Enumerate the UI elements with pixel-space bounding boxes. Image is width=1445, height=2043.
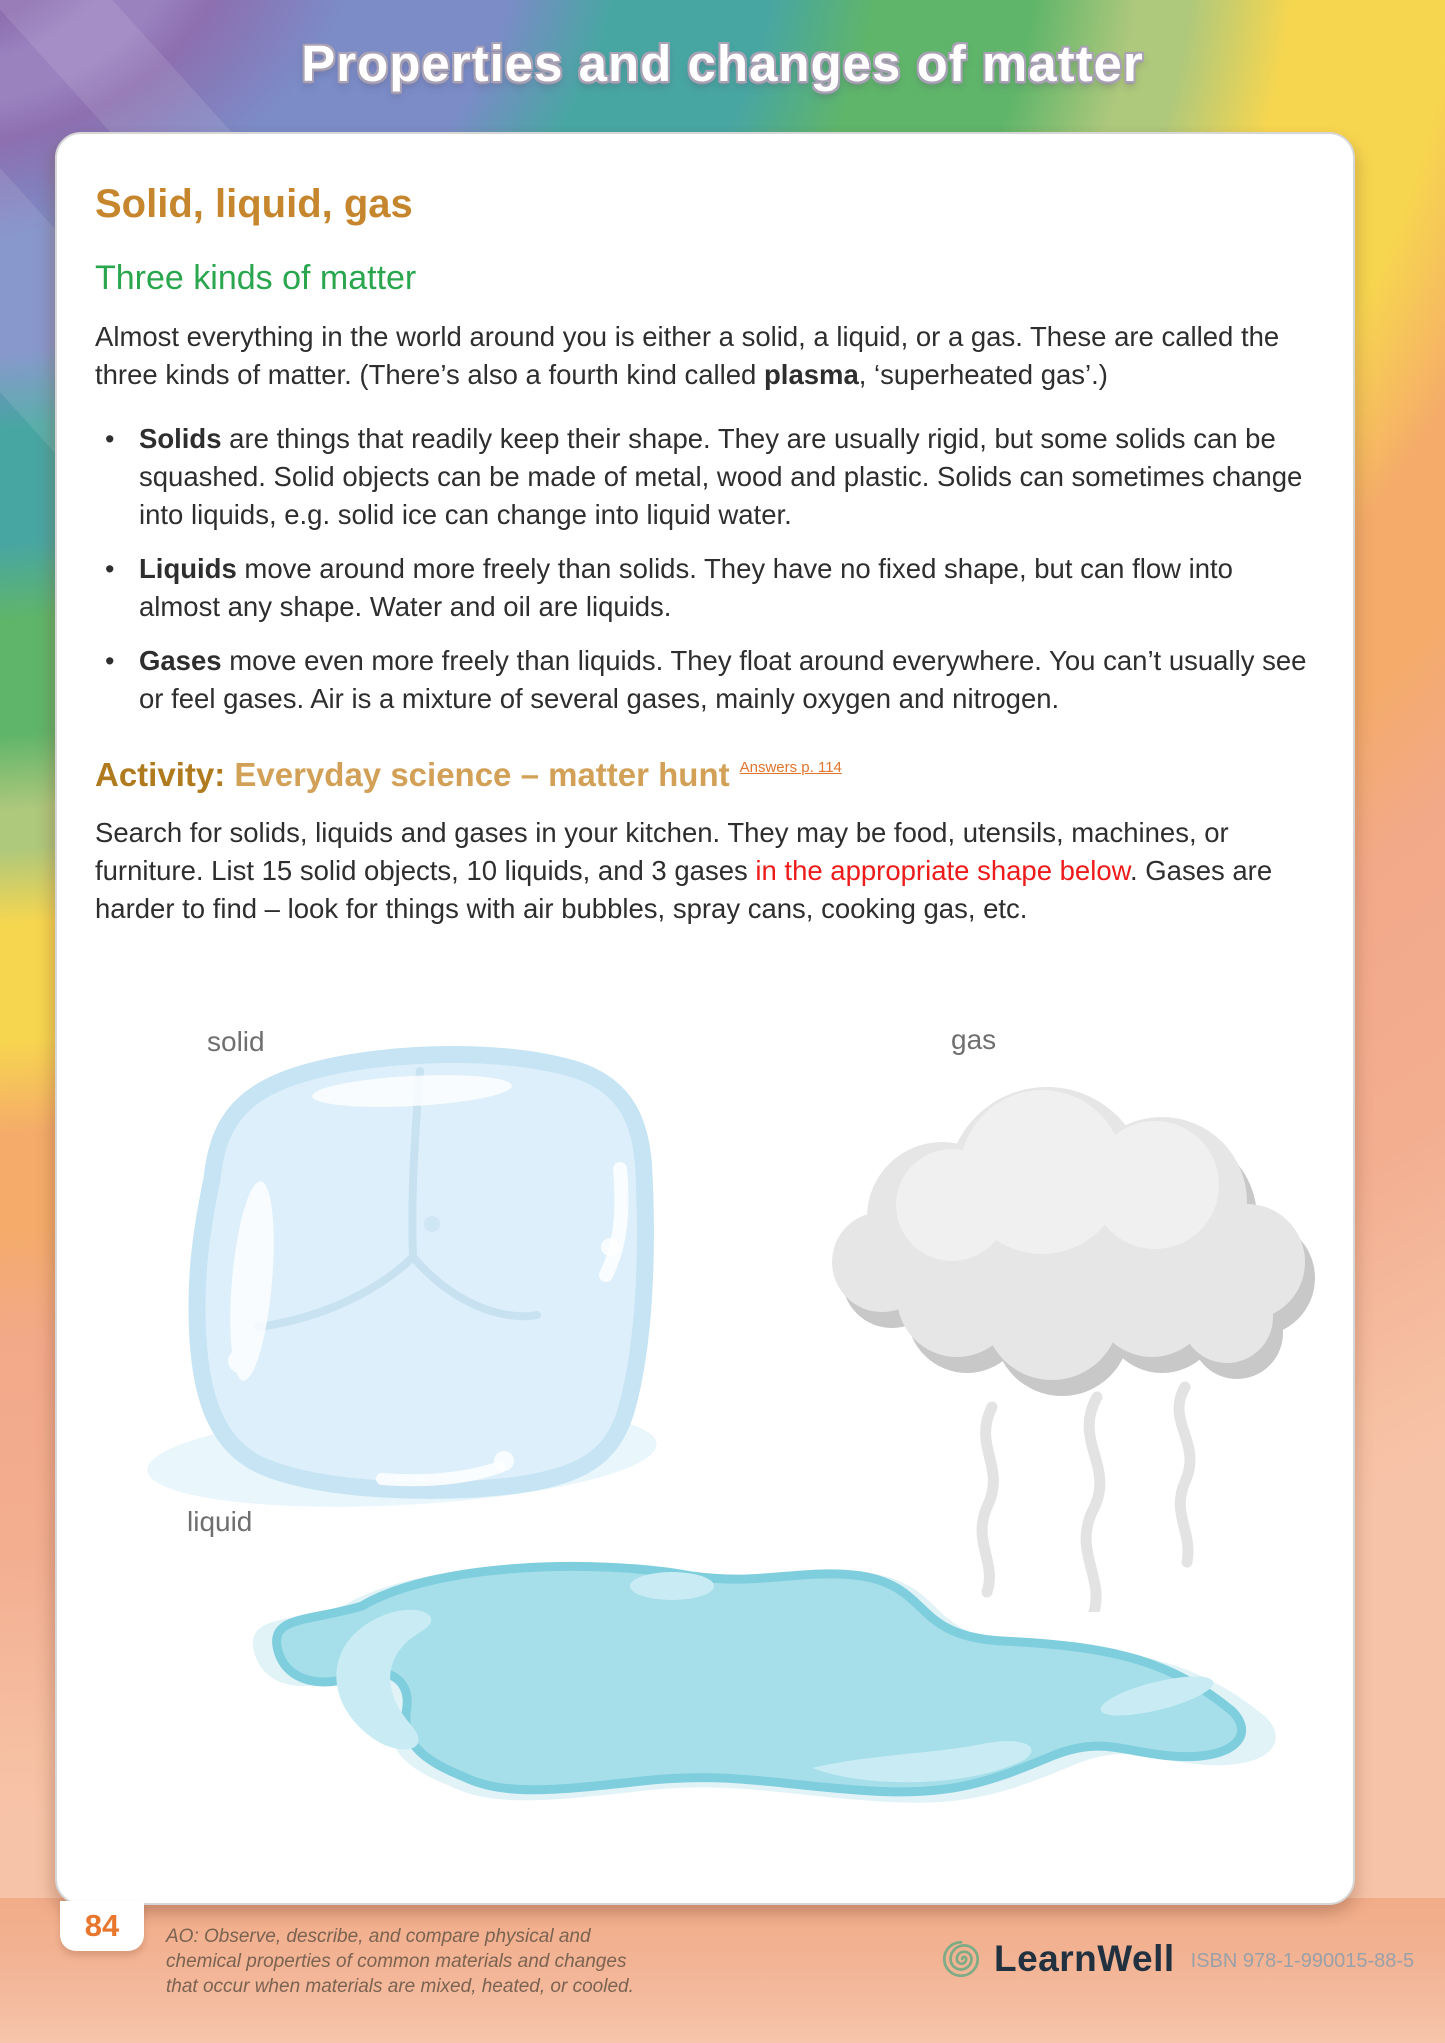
task-text-after: . Gases are harder to find – look for things with air bubbles, spray cans, cooking gas, etc. [95,855,1273,924]
section-heading: Solid, liquid, gas [95,182,413,226]
list-item-solids [95,420,1309,534]
bullet-term: Gases [139,645,222,676]
activity-heading [95,756,1309,794]
bullet-term: Liquids [139,553,237,584]
bullet-text: are things that readily keep their shape. They are usually rigid, but some solids can be squashed. Solid objects can be made of metal, wood and plastic. Solids can sometimes change into liquids, e.g. solid ice can change into liquid water. [139,423,1303,530]
task-highlight: in the appropriate shape below [755,855,1130,886]
intro-bold-term: plasma [764,359,859,390]
section-subheading: Three kinds of matter [95,259,417,297]
learnwell-swirl-icon [938,1936,984,1982]
list-item-liquids [95,550,1309,626]
list-item-gases [95,642,1309,718]
isbn-text: ISBN 978-1-990015-88-5 [1190,1949,1415,1972]
task-text: Search for solids, liquids and gases in your kitchen. They may be food, utensils, machines, or furniture. List 15 solid objects, 10 liquids, and 3 gases [95,817,1229,886]
ice-cube-illustration [132,1009,672,1509]
activity-label: Activity: [95,756,226,793]
page-number-badge [60,1901,144,1951]
bullet-icon: • [105,424,115,454]
page-number: 84 [84,1908,120,1943]
cloud-illustration [807,1037,1317,1612]
ao-statement: AO: Observe, describe, and compare physical and chemical properties of common materials and changes that occur when materials are mixed, heated, or cooled. [166,1926,634,1997]
gas-label: gas [951,1024,997,1055]
matter-bullet-list [95,420,1309,718]
bullet-text: move even more freely than liquids. They float around everywhere. You can’t usually see or feel gases. Air is a mixture of several gases, mainly oxygen and nitrogen. [139,645,1307,714]
bullet-icon: • [105,554,115,584]
task-paragraph [95,814,1309,928]
content-card [55,132,1355,1905]
brand-wordmark: LearnWell [994,1938,1175,1979]
intro-paragraph [95,318,1309,394]
intro-text-after: , ‘superheated gas’.) [858,359,1108,390]
puddle-illustration [172,1546,1282,1826]
bullet-icon: • [105,646,115,676]
activity-title: Everyday science – matter hunt [234,756,730,793]
solid-label: solid [207,1026,265,1057]
intro-text: Almost everything in the world around you is either a solid, a liquid, or a gas. These are called the three kinds of matter. (There’s also a fourth kind called [95,321,1280,390]
page-banner-title: Properties and changes of matter [301,35,1144,92]
bullet-term: Solids [139,423,222,454]
publisher-brand [938,1936,1414,1982]
answers-page-link[interactable]: Answers p. 114 [739,759,842,776]
bullet-text: move around more freely than solids. They have no fixed shape, but can flow into almost any shape. Water and oil are liquids. [139,553,1233,622]
liquid-label: liquid [187,1506,253,1537]
